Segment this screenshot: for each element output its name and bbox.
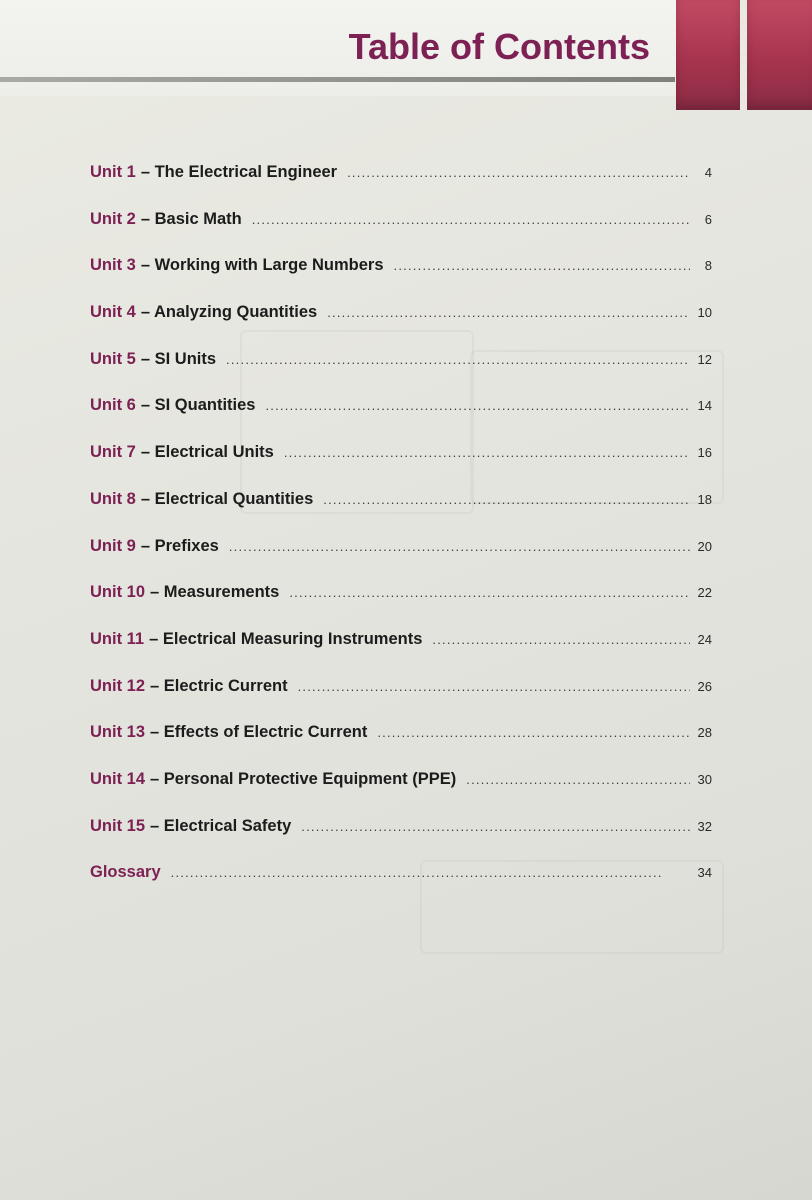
dot-leader	[301, 819, 690, 834]
dot-leader	[284, 445, 690, 460]
toc-unit-title: – Electrical Measuring Instruments	[149, 629, 423, 648]
toc-page-number: 16	[697, 445, 712, 461]
toc-unit-title: – Electric Current	[150, 676, 288, 695]
toc-page-number: 26	[697, 678, 712, 694]
toc-unit-label: Unit 12	[90, 676, 146, 695]
dot-leader	[466, 772, 690, 787]
toc-page-number: 24	[697, 631, 712, 647]
toc-entry	[90, 256, 712, 303]
toc-entry	[90, 677, 712, 724]
toc-unit-label: Unit 15	[90, 816, 146, 835]
toc-entry	[90, 863, 712, 910]
toc-entry	[90, 443, 712, 490]
dot-leader	[289, 585, 690, 600]
toc-page-number: 4	[704, 165, 712, 180]
dot-leader	[347, 165, 690, 180]
toc-entry	[90, 537, 712, 584]
toc-unit-label: Unit 13	[90, 723, 146, 742]
toc-page-number: 34	[697, 865, 712, 881]
dot-leader	[377, 725, 690, 740]
toc-unit-title: – Working with Large Numbers	[140, 256, 384, 275]
dot-leader	[229, 539, 690, 554]
toc-unit-title: – Effects of Electric Current	[150, 723, 368, 742]
toc-unit-label: Unit 5	[90, 349, 136, 368]
toc-unit-title: – Electrical Quantities	[140, 489, 314, 508]
toc-unit-label: Unit 7	[90, 443, 136, 462]
toc-entry	[90, 210, 712, 257]
dot-leader	[298, 679, 690, 694]
toc-unit-label: Unit 4	[90, 303, 136, 322]
dot-leader	[432, 632, 690, 647]
table-of-contents	[90, 163, 712, 910]
toc-page-number: 10	[697, 305, 712, 321]
toc-unit-label: Unit 1	[90, 163, 136, 181]
toc-unit-label: Unit 3	[90, 256, 136, 275]
dot-leader	[226, 352, 690, 367]
toc-page-number: 32	[697, 818, 712, 834]
corner-tab-gap	[740, 0, 747, 110]
toc-page-number: 14	[697, 398, 712, 414]
toc-unit-title: – Electrical Units	[140, 443, 274, 462]
toc-entry	[90, 583, 712, 630]
toc-page-number: 22	[697, 585, 712, 601]
toc-entry	[90, 303, 712, 350]
toc-page-number: 28	[697, 725, 712, 741]
title-underline	[0, 77, 675, 82]
toc-unit-label: Unit 11	[90, 629, 145, 648]
toc-unit-title: – Personal Protective Equipment (PPE)	[150, 769, 457, 788]
toc-page-number: 18	[697, 491, 712, 507]
dot-leader	[327, 305, 690, 320]
dot-leader	[252, 212, 690, 227]
toc-page-number: 12	[697, 351, 712, 367]
dot-leader	[171, 865, 690, 880]
toc-unit-title: – SI Quantities	[140, 396, 256, 415]
dot-leader	[323, 492, 690, 507]
toc-unit-title: – Measurements	[150, 583, 280, 602]
toc-unit-label: Unit 10	[90, 583, 146, 602]
corner-tab-right	[747, 0, 812, 110]
toc-page-number: 20	[697, 538, 712, 554]
toc-page-number: 30	[697, 771, 712, 787]
toc-entry	[90, 350, 712, 397]
toc-unit-label: Glossary	[90, 863, 161, 882]
toc-unit-title: – Prefixes	[140, 536, 219, 555]
page-title: Table of Contents	[348, 26, 650, 67]
dot-leader	[265, 398, 690, 413]
toc-unit-title: – Basic Math	[140, 209, 242, 228]
toc-entry	[90, 630, 712, 677]
toc-entry	[90, 770, 712, 817]
toc-unit-title: – Electrical Safety	[150, 816, 292, 835]
toc-page-number: 8	[704, 258, 712, 274]
toc-unit-label: Unit 14	[90, 769, 146, 788]
corner-tab-left	[676, 0, 740, 110]
toc-unit-label: Unit 8	[90, 489, 136, 508]
toc-unit-label: Unit 6	[90, 396, 136, 415]
toc-entry	[90, 396, 712, 443]
toc-unit-title: – Analyzing Quantities	[140, 303, 318, 322]
dot-leader	[394, 258, 691, 273]
toc-unit-title: – The Electrical Engineer	[140, 163, 338, 181]
toc-entry	[90, 163, 712, 210]
toc-entry	[90, 723, 712, 770]
toc-entry	[90, 817, 712, 864]
toc-page-number: 6	[704, 211, 712, 227]
toc-unit-title: – SI Units	[140, 349, 217, 368]
toc-entry	[90, 490, 712, 537]
toc-unit-label: Unit 9	[90, 536, 136, 555]
toc-unit-label: Unit 2	[90, 209, 136, 228]
